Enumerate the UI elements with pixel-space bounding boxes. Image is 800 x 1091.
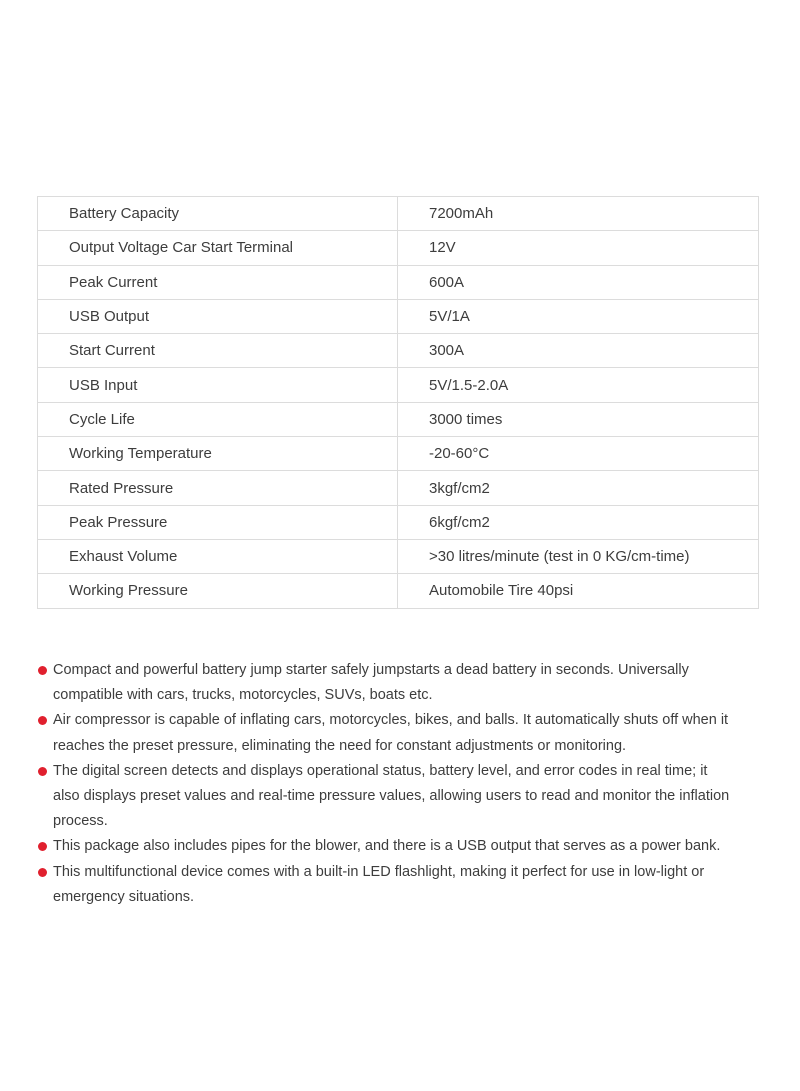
spec-value: 6kgf/cm2 <box>398 505 759 539</box>
list-item <box>38 658 738 708</box>
table-row <box>38 197 759 231</box>
table-row <box>38 368 759 402</box>
table-row <box>38 334 759 368</box>
spec-value: 5V/1.5-2.0A <box>398 368 759 402</box>
table-row <box>38 505 759 539</box>
spec-label: Cycle Life <box>38 402 398 436</box>
spec-label: Rated Pressure <box>38 471 398 505</box>
spec-label: Working Pressure <box>38 574 398 608</box>
spec-value: 7200mAh <box>398 197 759 231</box>
spec-label: Working Temperature <box>38 437 398 471</box>
bullet-dot-icon <box>38 666 47 675</box>
table-row <box>38 402 759 436</box>
table-row <box>38 437 759 471</box>
spec-label: Output Voltage Car Start Terminal <box>38 231 398 265</box>
bullet-dot-icon <box>38 716 47 725</box>
spec-label: USB Output <box>38 299 398 333</box>
bullet-dot-icon <box>38 868 47 877</box>
feature-text: The digital screen detects and displays operational status, battery level, and error codes in real time; it also displays preset values and real-time pressure values, allowing users to read and monitor the inflation process. <box>53 762 730 830</box>
table-row <box>38 299 759 333</box>
spec-value: 300A <box>398 334 759 368</box>
list-item <box>38 860 738 910</box>
table-row <box>38 471 759 505</box>
spec-label: Peak Pressure <box>38 505 398 539</box>
spec-label: Peak Current <box>38 265 398 299</box>
spec-value: Automobile Tire 40psi <box>398 574 759 608</box>
spec-label: Exhaust Volume <box>38 539 398 573</box>
spec-value: 12V <box>398 231 759 265</box>
spec-value: 3000 times <box>398 402 759 436</box>
feature-text: This package also includes pipes for the blower, and there is a USB output that serves as a power bank. <box>53 838 721 855</box>
spec-value: >30 litres/minute (test in 0 KG/cm-time) <box>398 539 759 573</box>
feature-list <box>38 658 738 910</box>
spec-value: -20-60°C <box>398 437 759 471</box>
list-item <box>38 834 738 859</box>
list-item <box>38 708 738 758</box>
list-item <box>38 759 738 835</box>
spec-value: 3kgf/cm2 <box>398 471 759 505</box>
table-row <box>38 574 759 608</box>
spec-label: USB Input <box>38 368 398 402</box>
spec-value: 600A <box>398 265 759 299</box>
spec-label: Battery Capacity <box>38 197 398 231</box>
feature-text: This multifunctional device comes with a built-in LED flashlight, making it perfect for use in low-light or emergency situations. <box>53 863 705 905</box>
table-row <box>38 231 759 265</box>
spec-label: Start Current <box>38 334 398 368</box>
spec-value: 5V/1A <box>398 299 759 333</box>
bullet-dot-icon <box>38 767 47 776</box>
feature-text: Air compressor is capable of inflating cars, motorcycles, bikes, and balls. It automatically shuts off when it reaches the preset pressure, eliminating the need for constant adjustments or monitoring. <box>53 712 729 754</box>
spec-table <box>37 196 759 609</box>
table-row <box>38 539 759 573</box>
bullet-dot-icon <box>38 842 47 851</box>
table-row <box>38 265 759 299</box>
feature-text: Compact and powerful battery jump starter safely jumpstarts a dead battery in seconds. Universally compatible with cars, trucks, motorcycles, SUVs, boats etc. <box>53 662 689 704</box>
